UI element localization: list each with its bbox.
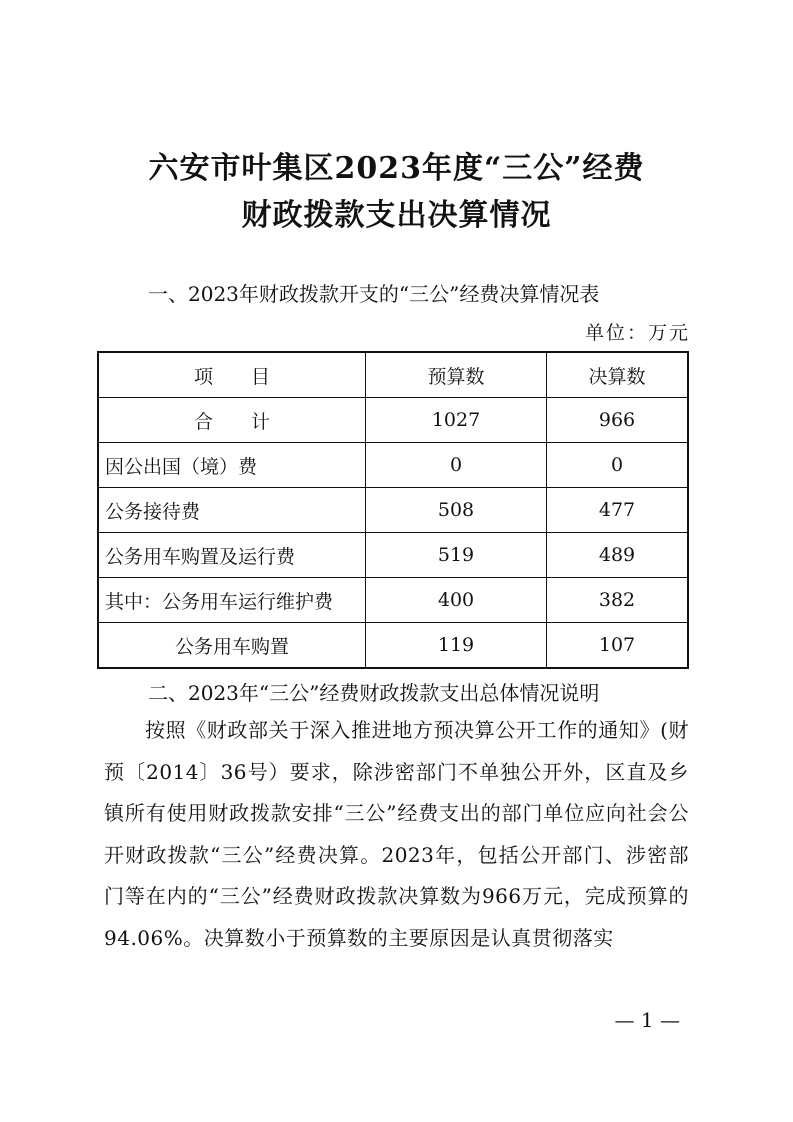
row-budget-value: 1027 xyxy=(366,398,547,443)
section-2-heading: 二、2023年“三公”经费财政拨款支出总体情况说明 xyxy=(148,681,600,705)
column-header-actual: 决算数 xyxy=(547,352,689,398)
row-actual-value: 489 xyxy=(547,533,689,578)
section-1-heading: 一、2023年财政拨款开支的“三公”经费决算情况表 xyxy=(148,282,600,306)
row-label: 其中：公务用车运行维护费 xyxy=(98,578,366,623)
column-header-item: 项 目 xyxy=(98,352,366,398)
row-budget-value: 400 xyxy=(366,578,547,623)
row-actual-value: 382 xyxy=(547,578,689,623)
page-number: — 1 — xyxy=(614,1008,680,1032)
table-row-total xyxy=(98,398,688,443)
row-label: 公务接待费 xyxy=(98,488,366,533)
table-row-overseas xyxy=(98,443,688,488)
document-title-line-2: 财政拨款支出决算情况 xyxy=(241,198,552,233)
unit-label: 单位：万元 xyxy=(584,322,690,344)
table-row-reception xyxy=(98,488,688,533)
table-header-row xyxy=(98,352,688,398)
row-label: 公务用车购置及运行费 xyxy=(98,533,366,578)
row-actual-value: 477 xyxy=(547,488,689,533)
row-label: 因公出国（境）费 xyxy=(98,443,366,488)
row-budget-value: 519 xyxy=(366,533,547,578)
section-2-paragraph: 按照《财政部关于深入推进地方预决算公开工作的通知》(财预〔2014〕36号）要求，除涉密部门不单独公开外，区直及乡镇所有使用财政拨款安排“三公”经费支出的部门单位应向社会公开财政拨款“三公”经费决算。2023年，包括公开部门、涉密部门等在内的“三公”经费财政拨款决算数为966万元，完成预算的94.06%。决算数小于预算数的主要原因是认真贯彻落实 xyxy=(104,718,689,950)
row-label: 公务用车购置 xyxy=(98,623,366,669)
row-actual-value: 0 xyxy=(547,443,689,488)
row-budget-value: 119 xyxy=(366,623,547,669)
table-row-vehicle-maintenance xyxy=(98,578,688,623)
budget-table xyxy=(97,351,689,669)
row-actual-value: 107 xyxy=(547,623,689,669)
table-row-vehicles xyxy=(98,533,688,578)
column-header-budget: 预算数 xyxy=(366,352,547,398)
row-actual-value: 966 xyxy=(547,398,689,443)
row-label: 合 计 xyxy=(98,398,366,443)
row-budget-value: 508 xyxy=(366,488,547,533)
table-row-vehicle-purchase xyxy=(98,623,688,669)
document-title-line-1: 六安市叶集区2023年度“三公”经费 xyxy=(148,151,645,186)
row-budget-value: 0 xyxy=(366,443,547,488)
